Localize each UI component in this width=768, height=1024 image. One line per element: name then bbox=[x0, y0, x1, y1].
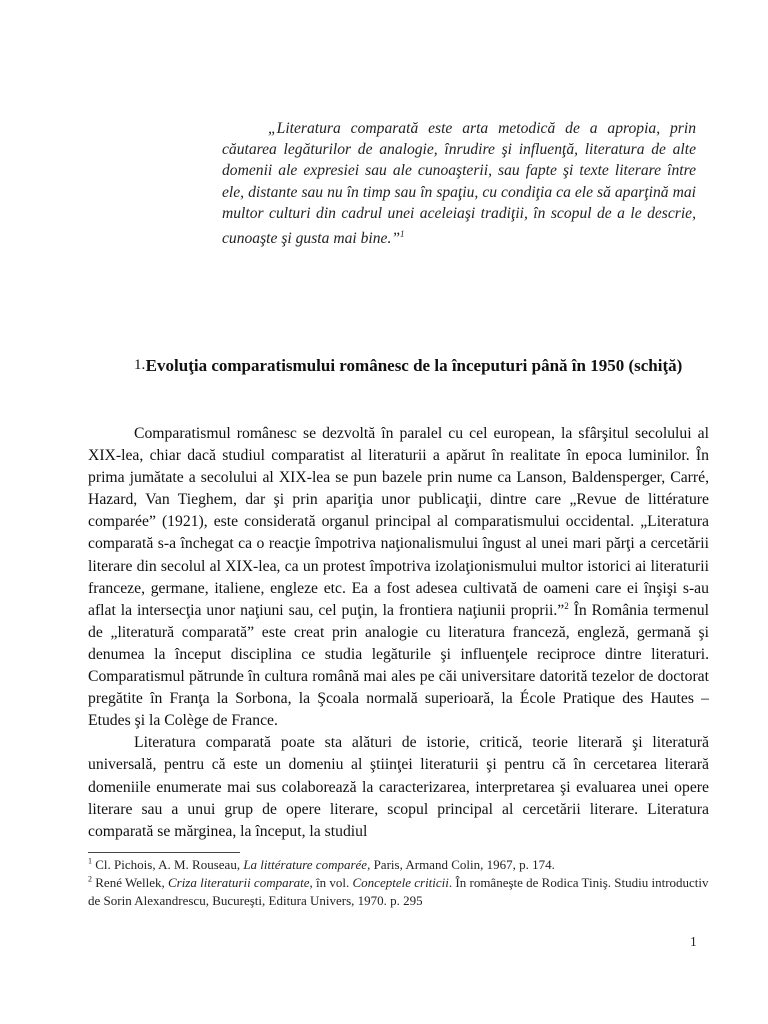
footnote-ref: 2 bbox=[564, 600, 569, 611]
footnote-number: 2 bbox=[88, 874, 92, 884]
footnotes bbox=[88, 856, 709, 910]
footnote-text: , Paris, Armand Colin, 1967, p. 174. bbox=[367, 857, 555, 872]
section-number: 1. bbox=[134, 357, 146, 373]
footnote-title: Conceptele criticii bbox=[352, 875, 449, 890]
footnote-title: Criza literaturii comparate bbox=[167, 875, 310, 890]
footnote-text: , în vol. bbox=[309, 875, 353, 890]
footnote-text: René Wellek, bbox=[92, 875, 168, 890]
section-title: Evoluţia comparatismului românesc de la începuturi până în 1950 (schiţă) bbox=[145, 356, 683, 375]
epigraph-text: „Literatura comparată este arta metodică de a apropia, prin căutarea legăturilor de analogie, înrudire şi influenţă, literatura de alte domenii ale expresiei sau ale cunoaşterii, sau fapte şi texte literare între ele, distante sau nu în timp sau în spaţiu, cu condiţia ca ele să aparţină mai multor culturi din cadrul unei aceleiaşi tradiţii, în scopul de a le descrie, cunoaşte şi gusta mai bine.” bbox=[222, 120, 696, 248]
paragraph-text: În România termenul de „literatură comparată” este creat prin analogie cu literatura franceză, engleză, germană şi denumea la început disciplina ce studia legăturile şi influenţele reciproce dintre literaturi. Comparatismul pătrunde în cultura română mai ales pe căi universitare datorită tezelor de doctorat pregătite în Franţa la Sorbona, la Şcoala normală superioară, la École Pratique des Hautes – Etudes şi la Colège de France. bbox=[88, 601, 709, 730]
footnote bbox=[88, 874, 709, 910]
page-number: 1 bbox=[690, 934, 697, 949]
footnote-ref: 1 bbox=[400, 229, 405, 240]
footnote-text: Cl. Pichois, A. M. Rouseau, bbox=[92, 857, 244, 872]
body-text bbox=[88, 423, 709, 843]
paragraph: Literatura comparată poate sta alături de istorie, critică, teorie literară şi literatură universală, pentru că este un domeniu al ştiinţei literaturii şi pentru că în cercetarea literară domeniile enumerate mai sus colaborează la caracterizarea, interpretarea şi evaluarea unei opere literare sau a unui grup de opere literare, scopul principal al cercetării literare. Literatura comparată se mărginea, la început, la studiul bbox=[88, 734, 709, 840]
epigraph-quote bbox=[222, 118, 696, 249]
footnote-text: . În româneşte de Rodica Tiniş. Studiu introductiv de Sorin Alexandrescu, Bucureşti, Editura Univers, 1970. p. 295 bbox=[88, 875, 709, 908]
paragraph-text: Comparatismul românesc se dezvoltă în paralel cu cel european, la sfârşitul secolului al XIX-lea, chiar dacă studiul comparatist al literaturii a apărut în realitate în epoca luminilor. În prima jumătate a secolului al XIX-lea se pun bazele prin nume ca Lanson, Baldensperger, Carré, Hazard, Van Tieghem, dar şi prin apariţia unor publicaţii, dintre care „Revue de littérature comparée” (1921), este considerată organul principal al comparatismului occidental. „Literatura comparată s-a închegat ca o reacţie împotriva naţionalismului îngust al unei mari părţi a cercetării literare din secolul al XIX-lea, ca un protest împotriva izolaţionismului multor istorici ai literaturii franceze, germane, italiene, engleze etc. Ea a fost adesea cultivată de oameni care ei înşişi s-au aflat la intersecţia unor naţiuni sau, cel puţin, la frontiera naţiunii proprii.” bbox=[88, 425, 709, 619]
footnote bbox=[88, 856, 709, 874]
footnote-number: 1 bbox=[88, 856, 92, 866]
footnote-divider bbox=[88, 852, 240, 853]
section-heading bbox=[88, 354, 708, 377]
footnote-title: La littérature comparée bbox=[243, 857, 368, 872]
paragraph bbox=[88, 423, 709, 732]
